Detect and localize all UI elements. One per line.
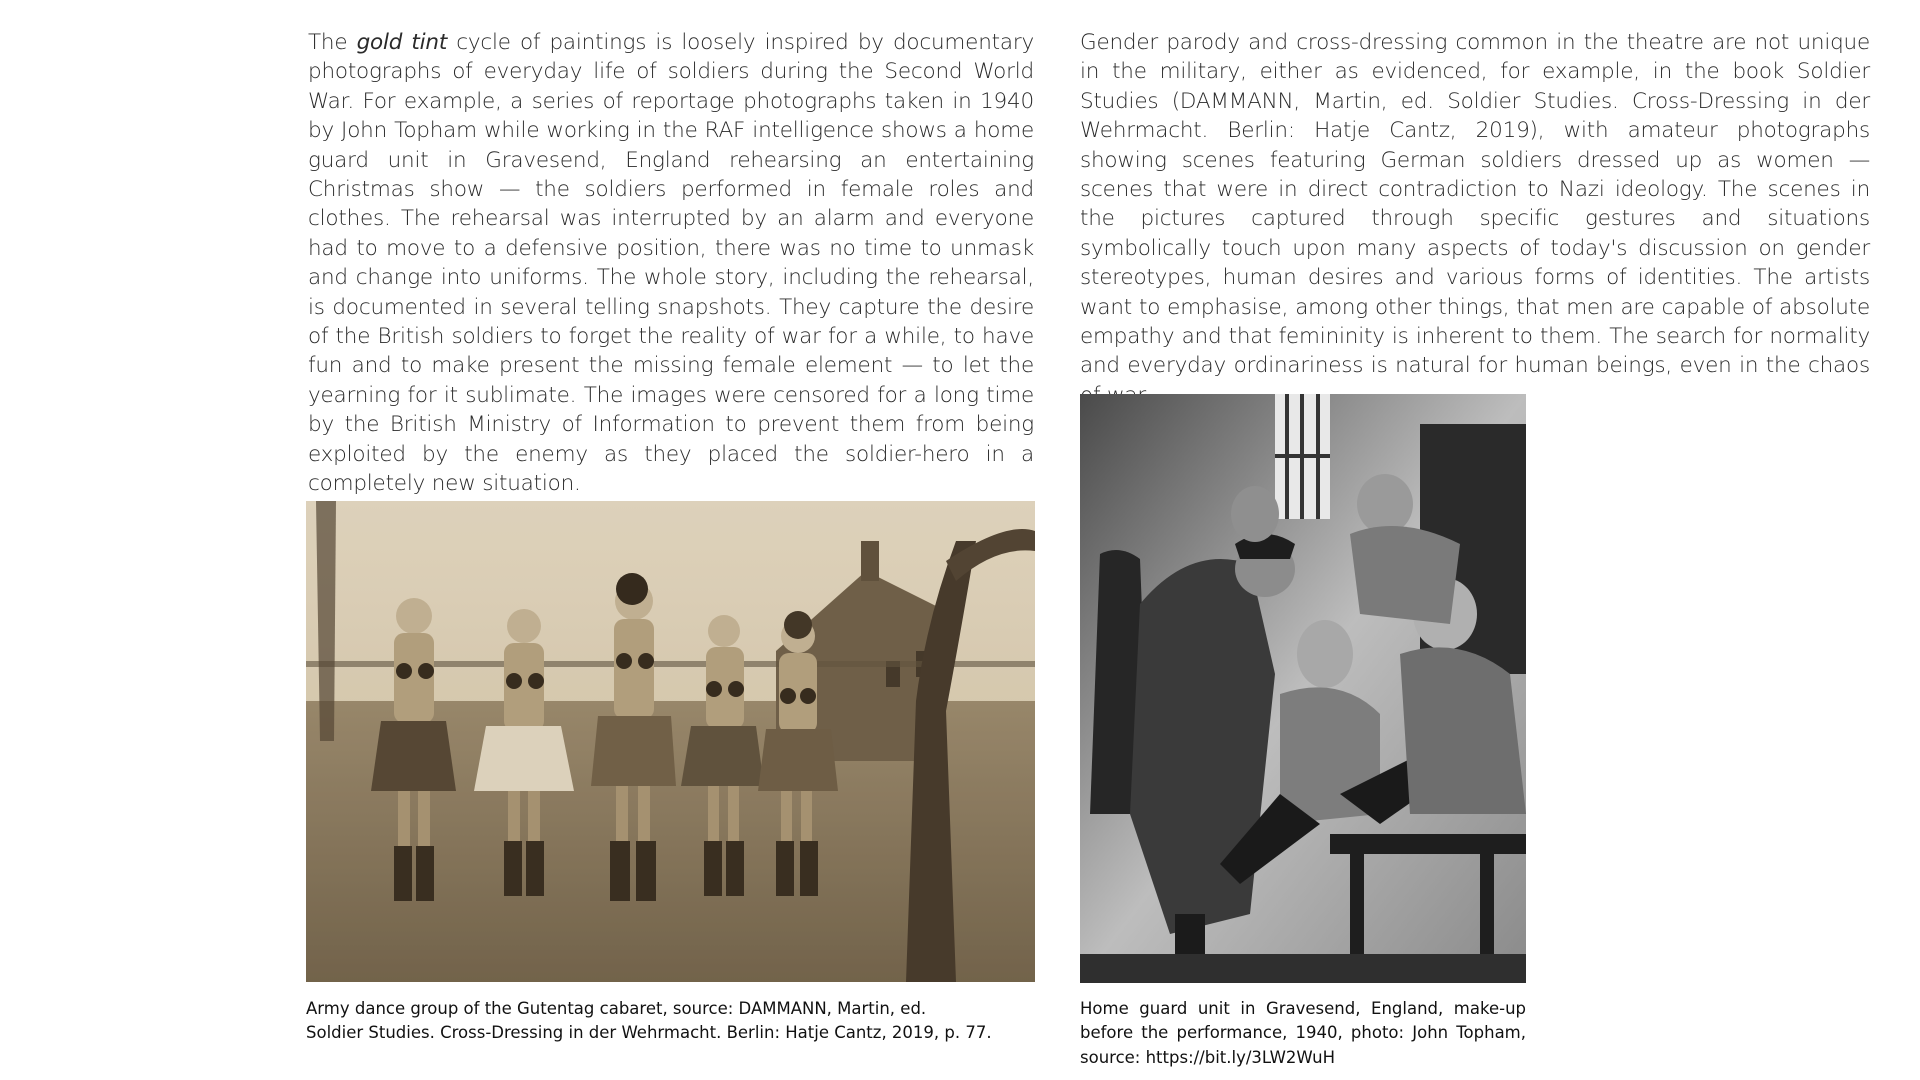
right-photo-caption: Home guard unit in Gravesend, England, make-up before the performance, 1940, photo: John Topham, source: https://bit.ly/3LW2WuH: [1080, 999, 1526, 1067]
para-intro: The: [308, 30, 357, 55]
left-caption-line-2: Soldier Studies. Cross-Dressing in der Wehrmacht. Berlin: Hatje Cantz, 2019, p. 77.: [306, 1023, 992, 1043]
left-caption-line-1: Army dance group of the Gutentag cabaret, source: DAMMANN, Martin, ed.: [306, 999, 927, 1018]
left-photo-caption: [306, 997, 1066, 1046]
left-paragraph: [308, 28, 1034, 499]
right-paragraph-text: Gender parody and cross-dressing common in the theatre are not unique in the military, either as evidenced, for example, in the book Soldier Studies (DAMMANN, Martin, ed. Soldier Studies. Cross-Dressing in der Wehrmacht. Berlin: Hatje Cantz, 2019), with amateur photographs showing scenes featuring German soldiers dressed up as women — scenes that were in direct contradiction to Nazi ideology. The scenes in the pictures captured through specific gestures and situations symbolically touch upon many aspects of today's discussion on gender stereotypes, human desires and various forms of identities. The artists want to emphasise, among other things, that men are capable of absolute empathy and that femininity is inherent to them. The search for normality and everyday ordinariness is natural for human beings, even in the chaos: [1080, 30, 1870, 379]
home-guard-makeup-photo: [1080, 394, 1526, 983]
army-dance-group-photo: [306, 501, 1035, 982]
para-body: cycle of paintings is loosely inspired by documentary photographs of everyday life of soldiers during the Second World War. For example, a series of reportage photographs taken in 1940 by John Topham while working in the RAF intelligence shows a home guard unit in Gravesend, England rehearsing an entertaining Christmas show — the soldiers performed in female roles and clothes. The rehearsal was interrupted by an alarm and everyone had to move to a defensive position, there was no time to unmask and change into uniforms. The whole story, including the rehearsal, is documented in several telling snapshots. They capture the desire of the British soldiers to forget the reality of war for a while, to have fun and to make present the missing female element — to let the yearning for it sublimate. The images were censored for a long time by the British Ministry of Information to prevent them from being exploited by the enemy as they placed the soldier-hero in a completely new situation.: [308, 30, 1034, 497]
right-paragraph: [1080, 28, 1870, 410]
para-emphasis: gold tint: [356, 30, 448, 55]
